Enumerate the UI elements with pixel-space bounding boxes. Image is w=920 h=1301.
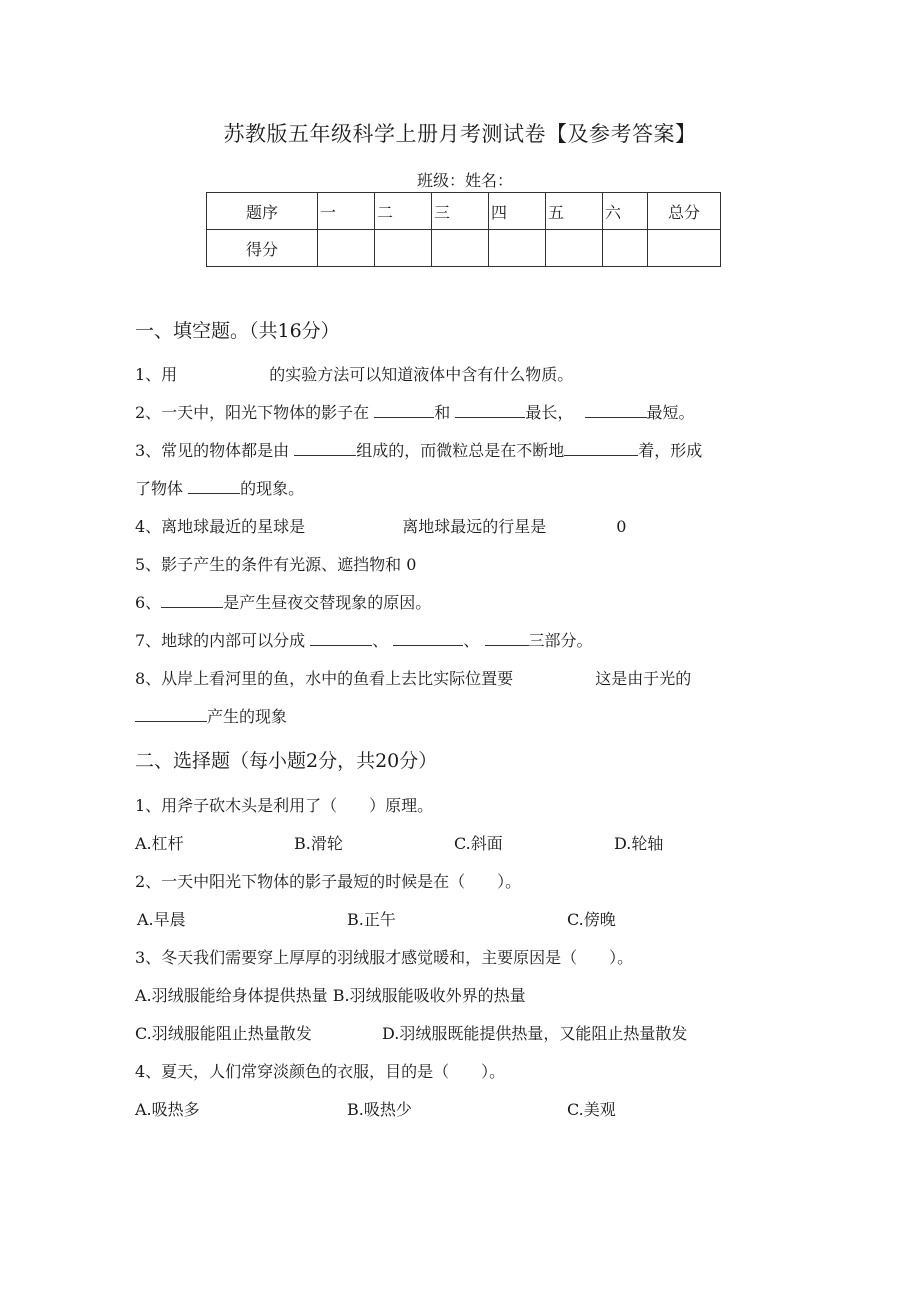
q7-text-d: 三部分。 bbox=[528, 631, 593, 650]
q8-text-a: 8、从岸上看河里的鱼，水中的鱼看上去比实际位置要 bbox=[135, 669, 514, 688]
column-1-cell: 一 bbox=[318, 193, 375, 230]
choice-question-2-stem: 2、一天中阳光下物体的影子最短的时候是在（ ）。 bbox=[135, 872, 522, 891]
q2-blank-3[interactable] bbox=[585, 402, 647, 418]
q3-blank-3[interactable] bbox=[188, 478, 240, 494]
section1-title: 一、填空题。（共16分） bbox=[135, 320, 340, 342]
q1-text-b: 的实验方法可以知道液体中含有什么物质。 bbox=[269, 365, 574, 384]
fill-question-6 bbox=[135, 590, 431, 613]
header-label-cell: 题序 bbox=[207, 193, 318, 230]
fill-question-8-cont bbox=[135, 704, 287, 727]
q2-blank-1[interactable] bbox=[374, 402, 434, 418]
choice-q4-option-a[interactable]: A.吸热多 bbox=[135, 1100, 200, 1119]
q7-text-a: 7、地球的内部可以分成 bbox=[135, 631, 306, 650]
q3-text-c: 着，形成 bbox=[638, 441, 703, 460]
score-cell-2[interactable] bbox=[375, 230, 432, 267]
score-table-score-row bbox=[207, 230, 721, 267]
fill-question-5 bbox=[135, 552, 416, 575]
q6-blank[interactable] bbox=[161, 592, 223, 608]
choice-question-1-stem: 1、用斧子砍木头是利用了（ ）原理。 bbox=[135, 796, 434, 815]
q5-text-a: 5、影子产生的条件有光源、遮挡物和 0 bbox=[135, 555, 417, 574]
choice-q2-option-b[interactable]: B.正午 bbox=[347, 910, 396, 929]
q2-text-c: 最长， bbox=[525, 403, 574, 422]
q8-blank-2[interactable] bbox=[135, 706, 207, 722]
fill-question-3-cont bbox=[135, 476, 304, 499]
q7-blank-2[interactable] bbox=[393, 630, 463, 646]
q8-text-b: 这是由于光的 bbox=[595, 669, 692, 688]
choice-q1-option-c[interactable]: C.斜面 bbox=[454, 834, 503, 853]
score-label-cell: 得分 bbox=[207, 230, 318, 267]
page-title: 苏教版五年级科学上册月考测试卷【及参考答案】 bbox=[223, 122, 697, 146]
column-3-cell: 三 bbox=[432, 193, 489, 230]
q3-text-d: 了物体 bbox=[135, 479, 184, 498]
choice-q4-option-c[interactable]: C.美观 bbox=[567, 1100, 616, 1119]
q2-blank-2[interactable] bbox=[455, 402, 525, 418]
score-cell-total[interactable] bbox=[648, 230, 721, 267]
q3-blank-1[interactable] bbox=[294, 440, 356, 456]
q6-text-b: 是产生昼夜交替现象的原因。 bbox=[223, 593, 432, 612]
q7-text-b: 、 bbox=[372, 631, 389, 650]
choice-question-4-stem: 4、夏天，人们常穿淡颜色的衣服，目的是（ ）。 bbox=[135, 1062, 506, 1081]
q3-text-e: 的现象。 bbox=[240, 479, 305, 498]
q2-text-d: 最短。 bbox=[646, 403, 695, 422]
q3-text-b: 组成的，而微粒总是在不断地 bbox=[356, 441, 565, 460]
fill-question-7 bbox=[135, 628, 593, 651]
q4-text-b: 离地球最远的行星是 bbox=[402, 517, 547, 536]
column-5-cell: 五 bbox=[546, 193, 603, 230]
score-cell-4[interactable] bbox=[489, 230, 546, 267]
fill-question-2 bbox=[135, 400, 695, 423]
choice-q3-option-ab[interactable]: A.羽绒服能给身体提供热量 B.羽绒服能吸收外界的热量 bbox=[135, 986, 526, 1005]
score-cell-3[interactable] bbox=[432, 230, 489, 267]
q2-text-a: 2、一天中，阳光下物体的影子在 bbox=[135, 403, 370, 422]
fill-question-8 bbox=[135, 666, 691, 689]
choice-q1-option-a[interactable]: A.杠杆 bbox=[135, 834, 184, 853]
score-table bbox=[206, 192, 721, 267]
column-4-cell: 四 bbox=[489, 193, 546, 230]
fill-question-3 bbox=[135, 438, 702, 461]
q4-text-c: 0 bbox=[616, 517, 627, 536]
q6-text-a: 6、 bbox=[135, 593, 162, 612]
q2-text-b: 和 bbox=[434, 403, 451, 422]
q7-text-c: 、 bbox=[463, 631, 480, 650]
q3-text-a: 3、常见的物体都是由 bbox=[135, 441, 290, 460]
choice-q2-option-c[interactable]: C.傍晚 bbox=[567, 910, 616, 929]
choice-q3-option-d[interactable]: D.羽绒服既能提供热量，又能阻止热量散发 bbox=[382, 1024, 688, 1043]
score-cell-5[interactable] bbox=[546, 230, 603, 267]
fill-question-1 bbox=[135, 362, 573, 385]
section2-title: 二、选择题（每小题2分，共20分） bbox=[135, 750, 438, 772]
choice-question-3-stem: 3、冬天我们需要穿上厚厚的羽绒服才感觉暖和，主要原因是（ ）。 bbox=[135, 948, 634, 967]
total-label-cell: 总分 bbox=[648, 193, 721, 230]
choice-q1-option-d[interactable]: D.轮轴 bbox=[614, 834, 664, 853]
choice-q3-option-c[interactable]: C.羽绒服能阻止热量散发 bbox=[135, 1024, 312, 1043]
fill-question-4 bbox=[135, 514, 626, 537]
q4-text-a: 4、离地球最近的星球是 bbox=[135, 517, 306, 536]
q3-blank-2[interactable] bbox=[564, 440, 638, 456]
column-2-cell: 二 bbox=[375, 193, 432, 230]
score-cell-6[interactable] bbox=[603, 230, 648, 267]
q1-text-a: 1、用 bbox=[135, 365, 178, 384]
q7-blank-3[interactable] bbox=[485, 630, 529, 646]
choice-q2-option-a[interactable]: A.早晨 bbox=[137, 910, 186, 929]
class-name-line: 班级：姓名： bbox=[416, 171, 513, 190]
score-table-header-row bbox=[207, 193, 721, 230]
choice-q1-option-b[interactable]: B.滑轮 bbox=[294, 834, 343, 853]
score-cell-1[interactable] bbox=[318, 230, 375, 267]
choice-q4-option-b[interactable]: B.吸热少 bbox=[347, 1100, 412, 1119]
q7-blank-1[interactable] bbox=[310, 630, 372, 646]
q8-text-c: 产生的现象 bbox=[207, 707, 288, 726]
column-6-cell: 六 bbox=[603, 193, 648, 230]
